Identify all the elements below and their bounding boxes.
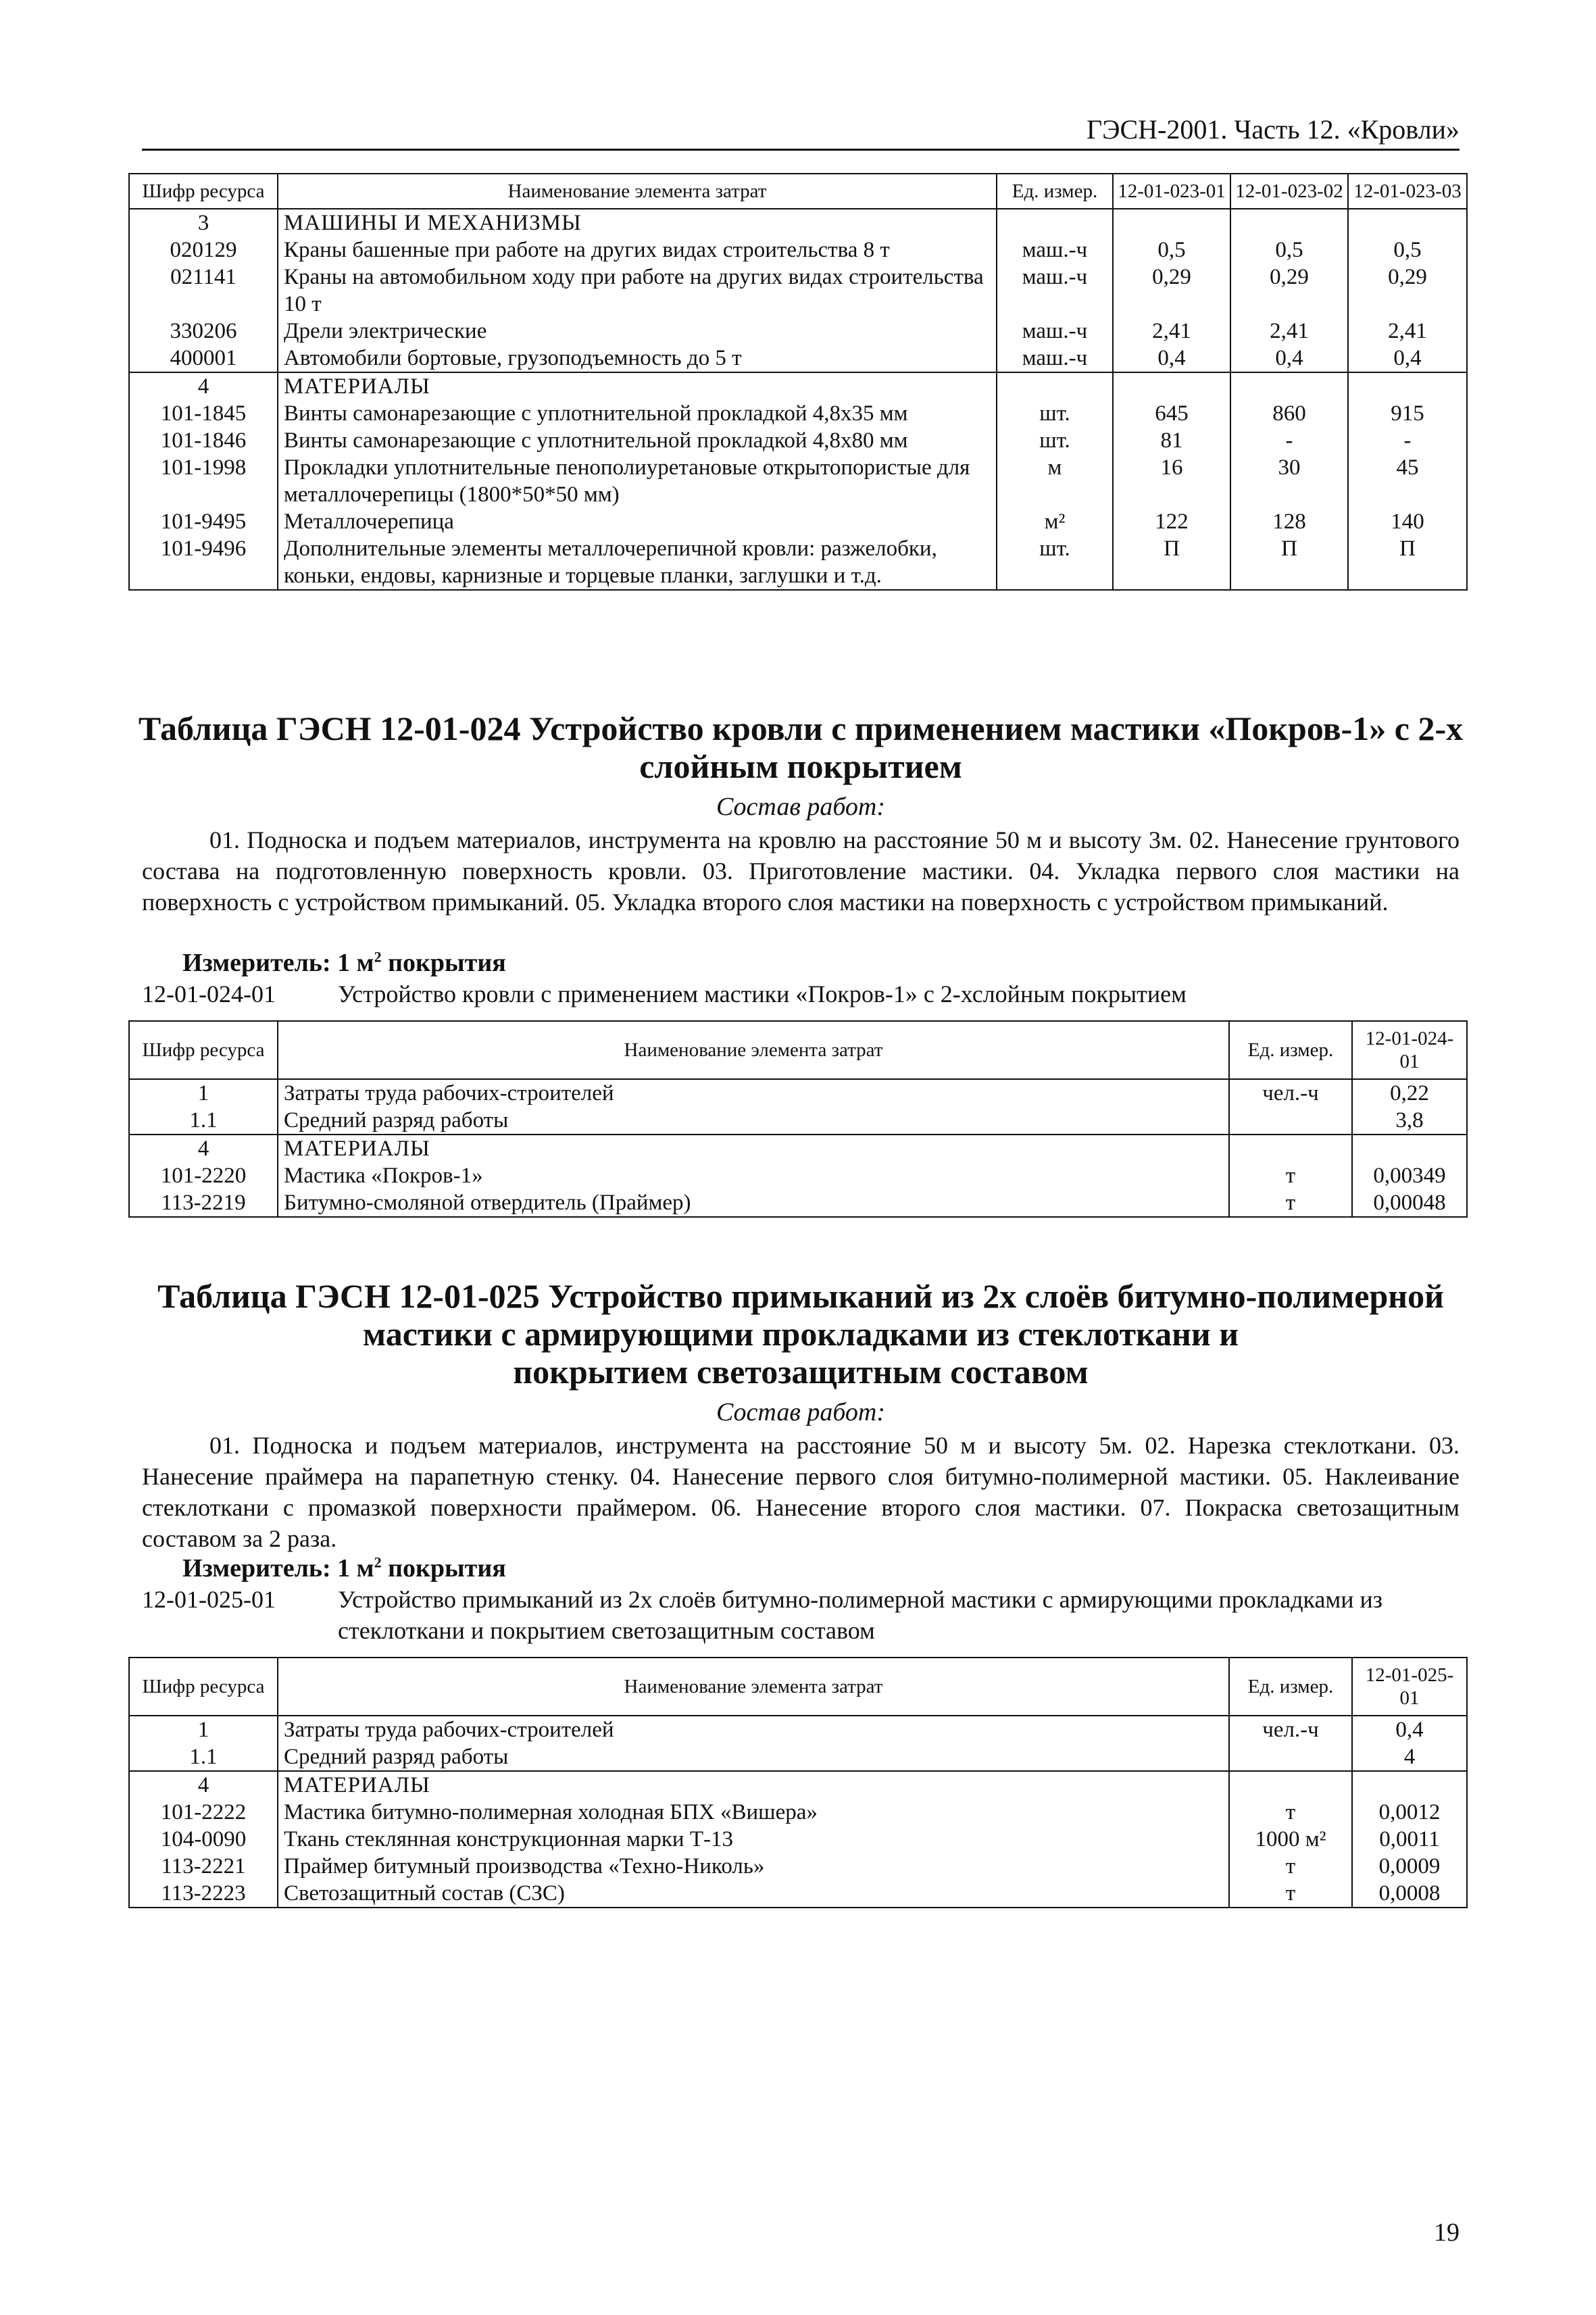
section-025-title-line-3: покрытием светозащитным составом	[513, 1353, 1089, 1391]
cell-code: 113-2221	[129, 1853, 278, 1880]
table-row	[129, 535, 1467, 590]
cell-code: 1.1	[129, 1107, 278, 1135]
cell-unit: т	[1229, 1853, 1352, 1880]
cell-name: МАТЕРИАЛЫ	[278, 1771, 1229, 1799]
cell-value: П	[1113, 535, 1230, 590]
cell-value: 140	[1348, 508, 1467, 535]
table-row	[129, 1743, 1467, 1771]
cell-name: Винты самонарезающие с уплотнительной прокладкой 4,8х80 мм	[278, 427, 997, 454]
meter-sup: 2	[374, 948, 382, 966]
page-number: 19	[1434, 2218, 1460, 2247]
cell-value: 860	[1230, 400, 1348, 427]
section-024-composition-label: Состав работ:	[716, 793, 886, 821]
table-row	[129, 372, 1467, 400]
table-header-row	[129, 1021, 1467, 1079]
cell-unit: чел.-ч	[1229, 1079, 1352, 1107]
col-header-name: Наименование элемента затрат	[278, 1658, 1229, 1716]
cell-unit: м	[997, 454, 1113, 508]
cell-value: 122	[1113, 508, 1230, 535]
cell-code: 1	[129, 1079, 278, 1107]
cell-name: Светозащитный состав (СЗС)	[278, 1880, 1229, 1908]
cell-value	[1230, 372, 1348, 400]
cell-code: 101-1998	[129, 454, 278, 508]
cell-name: Ткань стеклянная конструкционная марки Т-13	[278, 1826, 1229, 1853]
cell-code: 101-1845	[129, 400, 278, 427]
section-024-meter	[182, 947, 506, 978]
cell-value: 128	[1230, 508, 1348, 535]
cell-value: 0,22	[1352, 1079, 1467, 1107]
table-row	[129, 1771, 1467, 1799]
cell-value	[1348, 372, 1467, 400]
cell-code: 1.1	[129, 1743, 278, 1771]
cell-value	[1113, 372, 1230, 400]
table-row	[129, 1853, 1467, 1880]
cell-unit: маш.-ч	[997, 264, 1113, 318]
cell-name: Затраты труда рабочих-строителей	[278, 1716, 1229, 1743]
section-024-composition-text: 01. Подноска и подъем материалов, инструмента на кровлю на расстояние 50 м и высоту 3м. 02. Нанесение грунтового состава на подготовленную поверхность кровли. 03. Приготовление мастики. 04. Укладка первого слоя мастики на поверхность с устройством примыканий. 05. Укладка второго слоя мастики на поверхность с устройством примыканий.	[142, 826, 1460, 916]
cell-unit: маш.-ч	[997, 345, 1113, 372]
cell-code: 101-2222	[129, 1799, 278, 1826]
cell-name: Краны башенные при работе на других видах строительства 8 т	[278, 237, 997, 264]
col-header-norm-3: 12-01-023-03	[1348, 174, 1467, 209]
cell-unit: т	[1229, 1880, 1352, 1908]
table-row	[129, 1716, 1467, 1743]
cell-value: 81	[1113, 427, 1230, 454]
cell-unit: маш.-ч	[997, 237, 1113, 264]
cell-unit	[1229, 1135, 1352, 1162]
table-header-row	[129, 1658, 1467, 1716]
cell-name: Автомобили бортовые, грузоподъемность до 5 т	[278, 345, 997, 372]
table-row	[129, 1107, 1467, 1135]
cell-name: Мастика битумно-полимерная холодная БПХ «Вишера»	[278, 1799, 1229, 1826]
table-row	[129, 508, 1467, 535]
table-row	[129, 1826, 1467, 1853]
table-row	[129, 454, 1467, 508]
section-025-composition-label: Состав работ:	[716, 1398, 886, 1426]
table-row	[129, 1135, 1467, 1162]
col-header-code: Шифр ресурса	[129, 174, 278, 209]
cell-value: 0,00349	[1352, 1162, 1467, 1189]
cell-name: Краны на автомобильном ходу при работе на других видах строительства 10 т	[278, 264, 997, 318]
section-025-composition-text: 01. Подноска и подъем материалов, инструмента на расстояние 50 м и высоту 5м. 02. Нарезка стеклоткани. 03. Нанесение праймера на парапетную стенку. 04. Нанесение первого слоя битумно-полимерной мастики. 05. Наклеивание стеклоткани с промазкой поверхности праймером. 06. Нанесение второго слоя мастики. 07. Покраска светозащитным составом за 2 раза.	[142, 1432, 1460, 1552]
cell-value: 0,5	[1230, 237, 1348, 264]
table-row	[129, 1880, 1467, 1908]
cell-name: МАТЕРИАЛЫ	[278, 1135, 1229, 1162]
cell-value: 0,0012	[1352, 1799, 1467, 1826]
cell-name: Металлочерепица	[278, 508, 997, 535]
section-025-meter	[182, 1553, 506, 1584]
cell-value: П	[1348, 535, 1467, 590]
cell-name: Винты самонарезающие с уплотнительной прокладкой 4,8х35 мм	[278, 400, 997, 427]
table-row	[129, 1162, 1467, 1189]
cell-unit: шт.	[997, 400, 1113, 427]
cell-unit: т	[1229, 1189, 1352, 1217]
meter-suffix: покрытия	[381, 949, 506, 977]
section-025-title-line-1: Таблица ГЭСН 12-01-025 Устройство примыканий из 2х слоёв битумно-полимерной	[157, 1277, 1444, 1315]
col-header-unit: Ед. измер.	[1229, 1021, 1352, 1079]
table-row	[129, 400, 1467, 427]
table-row	[129, 264, 1467, 318]
cell-name: Битумно-смоляной отвердитель (Праймер)	[278, 1189, 1229, 1217]
cell-code: 4	[129, 1135, 278, 1162]
cell-unit	[997, 209, 1113, 237]
cell-value: 0,00048	[1352, 1189, 1467, 1217]
section-025-item	[142, 1584, 1466, 1646]
col-header-name: Наименование элемента затрат	[278, 1021, 1229, 1079]
cell-value: 0,0008	[1352, 1880, 1467, 1908]
section-024-title-line-2: слойным покрытием	[639, 747, 962, 785]
cell-unit: т	[1229, 1799, 1352, 1826]
cell-name: МАТЕРИАЛЫ	[278, 372, 997, 400]
cell-unit	[1229, 1771, 1352, 1799]
cell-code: 101-9496	[129, 535, 278, 590]
table-row	[129, 427, 1467, 454]
cell-unit: 1000 м²	[1229, 1826, 1352, 1853]
header-rule	[142, 149, 1460, 151]
cell-code: 400001	[129, 345, 278, 372]
cell-unit	[1229, 1107, 1352, 1135]
cell-code: 104-0090	[129, 1826, 278, 1853]
cell-unit: м²	[997, 508, 1113, 535]
table-header-row	[129, 174, 1467, 209]
cell-value: 0,4	[1113, 345, 1230, 372]
table-row	[129, 1189, 1467, 1217]
resource-table-023	[128, 173, 1468, 591]
table-row	[129, 345, 1467, 372]
col-header-code: Шифр ресурса	[129, 1658, 278, 1716]
table-row	[129, 209, 1467, 237]
meter-prefix: Измеритель: 1 м	[182, 1554, 374, 1583]
meter-suffix: покрытия	[381, 1554, 506, 1583]
col-header-norm-1: 12-01-023-01	[1113, 174, 1230, 209]
col-header-unit: Ед. измер.	[1229, 1658, 1352, 1716]
cell-value: -	[1348, 427, 1467, 454]
cell-name: Средний разряд работы	[278, 1107, 1229, 1135]
table-row	[129, 1799, 1467, 1826]
cell-name: Мастика «Покров-1»	[278, 1162, 1229, 1189]
cell-value: 45	[1348, 454, 1467, 508]
section-024-title-line-1: Таблица ГЭСН 12-01-024 Устройство кровли с применением мастики «Покров-1» с 2-х	[138, 710, 1464, 747]
cell-name: Праймер битумный производства «Техно-Николь»	[278, 1853, 1229, 1880]
cell-code: 101-2220	[129, 1162, 278, 1189]
cell-code: 4	[129, 372, 278, 400]
item-description: Устройство кровли с применением мастики «Покров-1» с 2-хслойным покрытием	[338, 980, 1187, 1007]
cell-name: Дополнительные элементы металлочерепичной кровли: разжелобки, коньки, ендовы, карнизные и торцевые планки, заглушки и т.д.	[278, 535, 997, 590]
meter-prefix: Измеритель: 1 м	[182, 949, 374, 977]
cell-unit	[997, 372, 1113, 400]
cell-unit: шт.	[997, 427, 1113, 454]
table-row	[129, 318, 1467, 345]
cell-name: Затраты труда рабочих-строителей	[278, 1079, 1229, 1107]
table-row	[129, 1079, 1467, 1107]
cell-value	[1352, 1135, 1467, 1162]
col-header-name: Наименование элемента затрат	[278, 174, 997, 209]
cell-value: 0,5	[1348, 237, 1467, 264]
item-description: Устройство примыканий из 2х слоёв битумно-полимерной мастики с армирующими прокладками из стеклоткани и покрытием светозащитным составом	[338, 1586, 1383, 1644]
cell-value: 4	[1352, 1743, 1467, 1771]
cell-unit	[1229, 1743, 1352, 1771]
cell-unit: шт.	[997, 535, 1113, 590]
cell-value: П	[1230, 535, 1348, 590]
cell-value: 0,4	[1348, 345, 1467, 372]
cell-value: -	[1230, 427, 1348, 454]
meter-sup: 2	[374, 1553, 382, 1571]
col-header-code: Шифр ресурса	[129, 1021, 278, 1079]
cell-code: 101-1846	[129, 427, 278, 454]
resource-table-024	[128, 1020, 1468, 1218]
cell-code: 113-2223	[129, 1880, 278, 1908]
cell-value: 2,41	[1230, 318, 1348, 345]
cell-value: 0,0011	[1352, 1826, 1467, 1853]
resource-table-025	[128, 1657, 1468, 1908]
cell-value: 3,8	[1352, 1107, 1467, 1135]
cell-value: 645	[1113, 400, 1230, 427]
cell-value: 0,5	[1113, 237, 1230, 264]
cell-name: Средний разряд работы	[278, 1743, 1229, 1771]
section-024-item	[142, 978, 1466, 1010]
cell-code: 4	[129, 1771, 278, 1799]
section-025-title-line-2: мастики с армирующими прокладками из стеклоткани и	[362, 1315, 1239, 1353]
cell-code: 1	[129, 1716, 278, 1743]
cell-value	[1352, 1771, 1467, 1799]
cell-unit: т	[1229, 1162, 1352, 1189]
cell-value: 0,0009	[1352, 1853, 1467, 1880]
cell-code: 330206	[129, 318, 278, 345]
item-code: 12-01-025-01	[142, 1586, 276, 1613]
cell-value	[1230, 209, 1348, 237]
cell-value: 30	[1230, 454, 1348, 508]
cell-value: 2,41	[1348, 318, 1467, 345]
cell-value: 0,29	[1113, 264, 1230, 318]
cell-code: 101-9495	[129, 508, 278, 535]
cell-value: 2,41	[1113, 318, 1230, 345]
cell-name: Дрели электрические	[278, 318, 997, 345]
cell-value: 0,4	[1352, 1716, 1467, 1743]
cell-code: 021141	[129, 264, 278, 318]
col-header-norm-2: 12-01-023-02	[1230, 174, 1348, 209]
cell-value: 0,4	[1230, 345, 1348, 372]
cell-code: 3	[129, 209, 278, 237]
cell-value: 0,29	[1348, 264, 1467, 318]
cell-code: 113-2219	[129, 1189, 278, 1217]
cell-unit: чел.-ч	[1229, 1716, 1352, 1743]
running-header: ГЭСН-2001. Часть 12. «Кровли»	[1086, 114, 1460, 145]
col-header-unit: Ед. измер.	[997, 174, 1113, 209]
item-code: 12-01-024-01	[142, 980, 276, 1007]
cell-name: Прокладки уплотнительные пенополиуретановые открытопористые для металлочерепицы (1800*50*50 мм)	[278, 454, 997, 508]
table-row	[129, 237, 1467, 264]
col-header-norm-1: 12-01-024-01	[1352, 1021, 1467, 1079]
cell-unit: маш.-ч	[997, 318, 1113, 345]
cell-value	[1113, 209, 1230, 237]
cell-value: 16	[1113, 454, 1230, 508]
cell-value: 915	[1348, 400, 1467, 427]
col-header-norm-1: 12-01-025-01	[1352, 1658, 1467, 1716]
cell-value	[1348, 209, 1467, 237]
cell-value: 0,29	[1230, 264, 1348, 318]
cell-name: МАШИНЫ И МЕХАНИЗМЫ	[278, 209, 997, 237]
cell-code: 020129	[129, 237, 278, 264]
